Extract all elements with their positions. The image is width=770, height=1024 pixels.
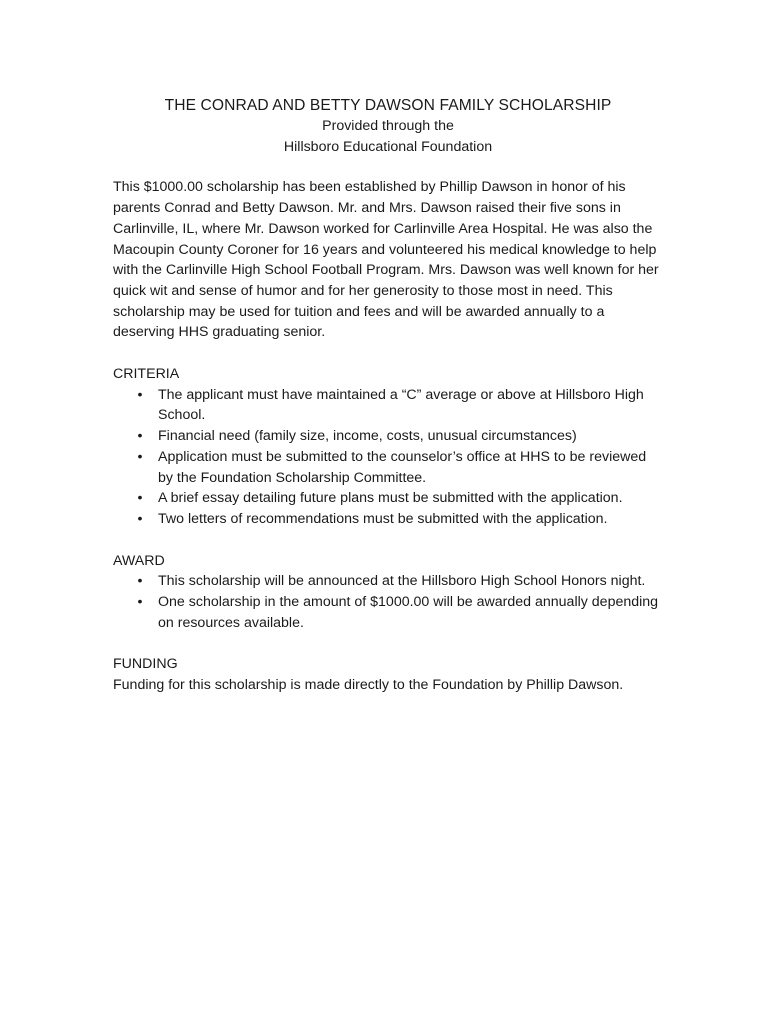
- award-item-text: One scholarship in the amount of $1000.00 will be awarded annually depending on resources available.: [158, 594, 659, 631]
- criteria-item-text: A brief essay detailing future plans must be submitted with the application.: [158, 490, 623, 507]
- bullet-icon: •: [137, 490, 143, 507]
- intro-paragraph: This $1000.00 scholarship has been established by Phillip Dawson in honor of his parents Conrad and Betty Dawson. Mr. and Mrs. Dawson raised their five sons in Carlinville, IL, where Mr. Dawson worked for Carlinville Area Hospital. He was also the Macoupin County Coroner for 16 years and volunteered his medical knowledge to help with the Carlinville High School Football Program. Mrs. Dawson was well known for her quick wit and sense of humor and for her generosity to those most in need. This scholarship may be used for tuition and fees and will be awarded annually to a deserving HHS graduating senior.: [113, 179, 659, 341]
- funding-heading: FUNDING: [113, 656, 178, 673]
- bullet-icon: •: [137, 386, 143, 403]
- bullet-icon: •: [137, 594, 143, 611]
- document-title: THE CONRAD AND BETTY DAWSON FAMILY SCHOLARSHIP: [164, 97, 612, 114]
- subtitle-line-2: Hillsboro Educational Foundation: [283, 138, 493, 155]
- bullet-icon: •: [137, 510, 143, 527]
- award-list: [113, 571, 663, 633]
- award-heading: AWARD: [113, 552, 165, 569]
- award-item: [113, 571, 663, 592]
- criteria-item: [113, 385, 663, 426]
- award-item-text: This scholarship will be announced at the Hillsboro High School Honors night.: [158, 573, 646, 590]
- criteria-item-text: The applicant must have maintained a “C” average or above at Hillsboro High School.: [158, 386, 644, 424]
- criteria-item-text: Application must be submitted to the counselor’s office at HHS to be reviewed by the Foundation Scholarship Committee.: [158, 448, 647, 486]
- bullet-icon: •: [137, 573, 143, 590]
- document-body: [113, 96, 663, 696]
- criteria-item-text: Two letters of recommendations must be submitted with the application.: [158, 510, 608, 527]
- bullet-icon: •: [137, 448, 143, 465]
- criteria-item-text: Financial need (family size, income, costs, unusual circumstances): [158, 428, 577, 445]
- award-item: [113, 592, 663, 633]
- criteria-item: [113, 447, 663, 488]
- criteria-item: [113, 426, 663, 447]
- subtitle-line-1: Provided through the: [322, 118, 454, 134]
- bullet-icon: •: [137, 428, 143, 445]
- criteria-item: [113, 509, 663, 530]
- criteria-list: [113, 385, 663, 530]
- funding-text: Funding for this scholarship is made directly to the Foundation by Phillip Dawson.: [113, 677, 624, 694]
- criteria-heading: CRITERIA: [113, 366, 180, 383]
- criteria-item: [113, 488, 663, 509]
